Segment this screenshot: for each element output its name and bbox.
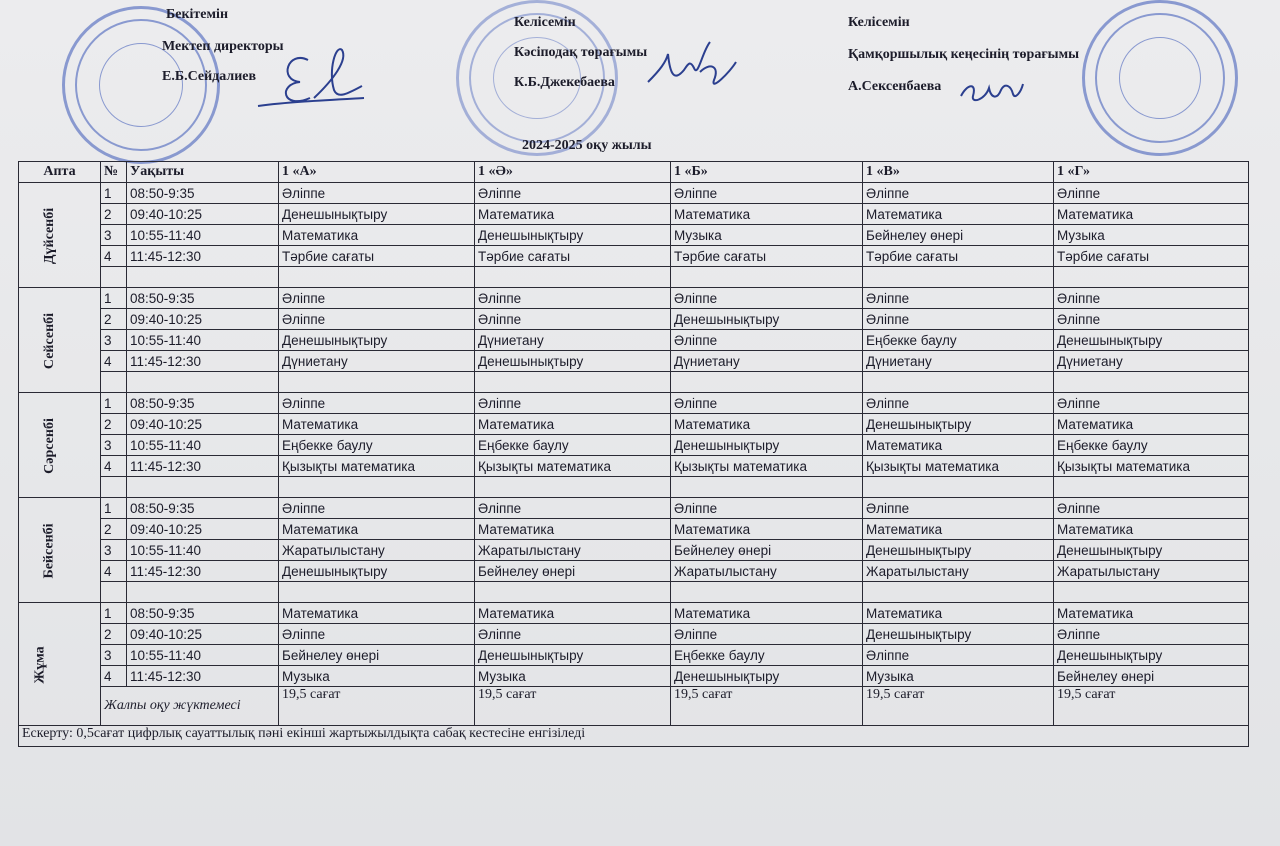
table-row [19, 204, 1249, 225]
day-name: Жұма [32, 645, 48, 684]
header-class-1v: 1 «В» [863, 162, 1054, 183]
subject-cell: Қызықты математика [1054, 456, 1249, 477]
subject-cell: Математика [475, 519, 671, 540]
subject-cell: Математика [671, 519, 863, 540]
empty-cell [863, 267, 1054, 288]
table-row [19, 561, 1249, 582]
subject-cell: Жаратылыстану [279, 540, 475, 561]
subject-cell: Еңбекке баулу [475, 435, 671, 456]
subject-cell: Әліппе [475, 288, 671, 309]
lesson-time: 10:55-11:40 [127, 330, 279, 351]
subject-cell: Әліппе [671, 183, 863, 204]
subject-cell: Бейнелеу өнері [475, 561, 671, 582]
subject-cell: Еңбекке баулу [863, 330, 1054, 351]
subject-cell: Әліппе [279, 183, 475, 204]
lesson-time: 11:45-12:30 [127, 351, 279, 372]
subject-cell: Музыка [671, 225, 863, 246]
subject-cell: Әліппе [279, 393, 475, 414]
subject-cell: Әліппе [671, 393, 863, 414]
empty-cell [475, 477, 671, 498]
subject-cell: Тәрбие сағаты [475, 246, 671, 267]
day-cell [19, 393, 101, 498]
empty-cell [671, 372, 863, 393]
empty-cell [1054, 372, 1249, 393]
lesson-number: 2 [101, 204, 127, 225]
subject-cell: Бейнелеу өнері [863, 225, 1054, 246]
table-row [19, 351, 1249, 372]
lesson-number: 4 [101, 666, 127, 687]
total-load-value: 19,5 сағат [671, 687, 863, 726]
subject-cell: Денешынықтыру [863, 624, 1054, 645]
schedule-table [18, 161, 1249, 747]
subject-cell: Бейнелеу өнері [1054, 666, 1249, 687]
lesson-time: 10:55-11:40 [127, 645, 279, 666]
subject-cell: Математика [863, 435, 1054, 456]
header-class-1b: 1 «Б» [671, 162, 863, 183]
subject-cell: Математика [671, 204, 863, 225]
subject-cell: Тәрбие сағаты [863, 246, 1054, 267]
subject-cell: Математика [475, 414, 671, 435]
subject-cell: Әліппе [863, 183, 1054, 204]
subject-cell: Математика [1054, 414, 1249, 435]
subject-cell: Жаратылыстану [671, 561, 863, 582]
subject-cell: Еңбекке баулу [279, 435, 475, 456]
subject-cell: Әліппе [671, 288, 863, 309]
day-name: Сейсенбі [42, 312, 58, 369]
subject-cell: Әліппе [1054, 309, 1249, 330]
subject-cell: Әліппе [863, 393, 1054, 414]
header-class-1ae: 1 «Ә» [475, 162, 671, 183]
total-load-value: 19,5 сағат [1054, 687, 1249, 726]
lesson-time: 09:40-10:25 [127, 624, 279, 645]
agree2-role: Қамқоршылық кеңесінің төрағымы [848, 47, 1080, 62]
subject-cell: Әліппе [1054, 288, 1249, 309]
table-row [19, 519, 1249, 540]
schedule-note: Ескерту: 0,5сағат цифрлық сауаттылық пәні екінші жартыжылдықта сабақ кестесіне енгізіледі [19, 726, 1249, 747]
lesson-number: 1 [101, 393, 127, 414]
subject-cell: Әліппе [671, 330, 863, 351]
lesson-time: 08:50-9:35 [127, 288, 279, 309]
subject-cell: Математика [279, 225, 475, 246]
lesson-number: 4 [101, 456, 127, 477]
subject-cell: Математика [1054, 519, 1249, 540]
empty-cell [127, 372, 279, 393]
lesson-number: 3 [101, 225, 127, 246]
subject-cell: Бейнелеу өнері [671, 540, 863, 561]
subject-cell: Математика [671, 414, 863, 435]
table-row [19, 498, 1249, 519]
header-time: Уақыты [127, 162, 279, 183]
subject-cell: Денешынықтыру [475, 351, 671, 372]
subject-cell: Әліппе [1054, 498, 1249, 519]
totals-row [19, 687, 1249, 726]
approve-role: Мектеп директоры [162, 39, 284, 54]
total-load-value: 19,5 сағат [475, 687, 671, 726]
separator-row [19, 267, 1249, 288]
approve-name: Е.Б.Сейдалиев [162, 69, 257, 84]
lesson-number: 4 [101, 351, 127, 372]
agree1-role: Кәсіподақ төрағымы [514, 45, 648, 60]
table-row [19, 288, 1249, 309]
empty-cell [671, 477, 863, 498]
lesson-number: 1 [101, 183, 127, 204]
lesson-time: 08:50-9:35 [127, 393, 279, 414]
subject-cell: Қызықты математика [671, 456, 863, 477]
lesson-number: 1 [101, 498, 127, 519]
subject-cell: Дүниетану [1054, 351, 1249, 372]
lesson-time: 08:50-9:35 [127, 603, 279, 624]
empty-cell [279, 582, 475, 603]
empty-cell [127, 582, 279, 603]
subject-cell: Әліппе [475, 624, 671, 645]
subject-cell: Тәрбие сағаты [671, 246, 863, 267]
lesson-time: 11:45-12:30 [127, 666, 279, 687]
day-cell [19, 498, 101, 603]
lesson-number: 4 [101, 561, 127, 582]
subject-cell: Әліппе [1054, 183, 1249, 204]
subject-cell: Әліппе [863, 498, 1054, 519]
subject-cell: Денешынықтыру [1054, 645, 1249, 666]
day-name: Бейсенбі [41, 522, 57, 579]
lesson-number: 3 [101, 645, 127, 666]
subject-cell: Денешынықтыру [1054, 330, 1249, 351]
subject-cell: Еңбекке баулу [671, 645, 863, 666]
agree1-name: К.Б.Джекебаева [514, 75, 615, 90]
empty-cell [279, 477, 475, 498]
subject-cell: Денешынықтыру [671, 666, 863, 687]
lesson-number: 1 [101, 288, 127, 309]
lesson-time: 10:55-11:40 [127, 225, 279, 246]
subject-cell: Тәрбие сағаты [1054, 246, 1249, 267]
subject-cell: Денешынықтыру [863, 414, 1054, 435]
subject-cell: Музыка [475, 666, 671, 687]
subject-cell: Әліппе [671, 498, 863, 519]
total-load-value: 19,5 сағат [279, 687, 475, 726]
lesson-time: 08:50-9:35 [127, 498, 279, 519]
subject-cell: Әліппе [863, 645, 1054, 666]
lesson-time: 09:40-10:25 [127, 414, 279, 435]
trade-union-signature [640, 32, 740, 102]
empty-cell [1054, 267, 1249, 288]
empty-cell [101, 477, 127, 498]
day-cell [19, 603, 101, 726]
subject-cell: Математика [279, 414, 475, 435]
table-row [19, 456, 1249, 477]
subject-cell: Денешынықтыру [279, 330, 475, 351]
director-signature [238, 40, 368, 112]
lesson-number: 2 [101, 414, 127, 435]
table-row [19, 393, 1249, 414]
table-row [19, 540, 1249, 561]
table-row [19, 645, 1249, 666]
subject-cell: Математика [863, 519, 1054, 540]
empty-cell [101, 267, 127, 288]
day-cell [19, 288, 101, 393]
lesson-number: 4 [101, 246, 127, 267]
table-row [19, 246, 1249, 267]
subject-cell: Қызықты математика [279, 456, 475, 477]
empty-cell [101, 372, 127, 393]
lesson-time: 09:40-10:25 [127, 309, 279, 330]
empty-cell [475, 582, 671, 603]
empty-cell [279, 267, 475, 288]
table-header-row [19, 162, 1249, 183]
subject-cell: Жаратылыстану [863, 561, 1054, 582]
lesson-time: 10:55-11:40 [127, 435, 279, 456]
header-class-1a: 1 «А» [279, 162, 475, 183]
board-signature [955, 70, 1025, 110]
subject-cell: Математика [475, 204, 671, 225]
subject-cell: Денешынықтыру [279, 561, 475, 582]
subject-cell: Денешынықтыру [475, 645, 671, 666]
subject-cell: Әліппе [475, 393, 671, 414]
table-row [19, 603, 1249, 624]
day-cell [19, 183, 101, 288]
subject-cell: Денешынықтыру [671, 435, 863, 456]
subject-cell: Әліппе [863, 309, 1054, 330]
table-row [19, 330, 1249, 351]
table-row [19, 225, 1249, 246]
separator-row [19, 582, 1249, 603]
lesson-time: 08:50-9:35 [127, 183, 279, 204]
empty-cell [1054, 582, 1249, 603]
subject-cell: Әліппе [475, 309, 671, 330]
subject-cell: Денешынықтыру [863, 540, 1054, 561]
subject-cell: Математика [863, 204, 1054, 225]
day-name: Сәрсенбі [41, 417, 57, 474]
empty-cell [671, 582, 863, 603]
header-class-1g: 1 «Г» [1054, 162, 1249, 183]
empty-cell [863, 582, 1054, 603]
subject-cell: Дүниетану [475, 330, 671, 351]
total-load-label: Жалпы оқу жүктемесі [101, 687, 279, 726]
lesson-number: 3 [101, 330, 127, 351]
empty-cell [127, 267, 279, 288]
separator-row [19, 477, 1249, 498]
subject-cell: Әліппе [279, 498, 475, 519]
empty-cell [863, 372, 1054, 393]
total-load-value: 19,5 сағат [863, 687, 1054, 726]
separator-row [19, 372, 1249, 393]
subject-cell: Бейнелеу өнері [279, 645, 475, 666]
day-name: Дүйсенбі [42, 207, 58, 264]
subject-cell: Математика [475, 603, 671, 624]
subject-cell: Әліппе [475, 498, 671, 519]
table-row [19, 666, 1249, 687]
subject-cell: Еңбекке баулу [1054, 435, 1249, 456]
board-seal-right [1082, 0, 1238, 156]
lesson-number: 2 [101, 309, 127, 330]
table-row [19, 309, 1249, 330]
subject-cell: Дүниетану [279, 351, 475, 372]
empty-cell [671, 267, 863, 288]
subject-cell: Әліппе [1054, 393, 1249, 414]
subject-cell: Әліппе [475, 183, 671, 204]
subject-cell: Математика [1054, 603, 1249, 624]
empty-cell [279, 372, 475, 393]
lesson-time: 10:55-11:40 [127, 540, 279, 561]
subject-cell: Денешынықтыру [1054, 540, 1249, 561]
lesson-time: 09:40-10:25 [127, 519, 279, 540]
table-row [19, 183, 1249, 204]
subject-cell: Математика [671, 603, 863, 624]
subject-cell: Әліппе [279, 288, 475, 309]
agree2-name: А.Сексенбаева [848, 79, 942, 94]
agree2-title: Келісемін [848, 15, 910, 30]
header-week: Апта [19, 162, 101, 183]
subject-cell: Жаратылыстану [1054, 561, 1249, 582]
subject-cell: Музыка [279, 666, 475, 687]
empty-cell [1054, 477, 1249, 498]
table-row [19, 414, 1249, 435]
subject-cell: Математика [279, 519, 475, 540]
empty-cell [475, 267, 671, 288]
subject-cell: Әліппе [863, 288, 1054, 309]
subject-cell: Денешынықтыру [475, 225, 671, 246]
lesson-time: 11:45-12:30 [127, 561, 279, 582]
lesson-number: 1 [101, 603, 127, 624]
table-row [19, 624, 1249, 645]
subject-cell: Әліппе [279, 309, 475, 330]
lesson-number: 3 [101, 435, 127, 456]
subject-cell: Денешынықтыру [279, 204, 475, 225]
subject-cell: Денешынықтыру [671, 309, 863, 330]
subject-cell: Музыка [1054, 225, 1249, 246]
empty-cell [127, 477, 279, 498]
subject-cell: Тәрбие сағаты [279, 246, 475, 267]
subject-cell: Дүниетану [863, 351, 1054, 372]
academic-year: 2024-2025 оқу жылы [522, 138, 652, 153]
subject-cell: Математика [279, 603, 475, 624]
subject-cell: Музыка [863, 666, 1054, 687]
subject-cell: Әліппе [1054, 624, 1249, 645]
approve-title: Бекітемін [166, 7, 229, 22]
subject-cell: Қызықты математика [863, 456, 1054, 477]
subject-cell: Дүниетану [671, 351, 863, 372]
agree1-title: Келісемін [514, 15, 576, 30]
empty-cell [475, 372, 671, 393]
lesson-number: 2 [101, 519, 127, 540]
subject-cell: Математика [863, 603, 1054, 624]
lesson-time: 09:40-10:25 [127, 204, 279, 225]
empty-cell [101, 582, 127, 603]
empty-cell [863, 477, 1054, 498]
subject-cell: Математика [1054, 204, 1249, 225]
note-row [19, 726, 1249, 747]
table-row [19, 435, 1249, 456]
lesson-number: 2 [101, 624, 127, 645]
subject-cell: Қызықты математика [475, 456, 671, 477]
lesson-time: 11:45-12:30 [127, 246, 279, 267]
subject-cell: Жаратылыстану [475, 540, 671, 561]
header-number: № [101, 162, 127, 183]
lesson-number: 3 [101, 540, 127, 561]
subject-cell: Әліппе [671, 624, 863, 645]
lesson-time: 11:45-12:30 [127, 456, 279, 477]
subject-cell: Әліппе [279, 624, 475, 645]
